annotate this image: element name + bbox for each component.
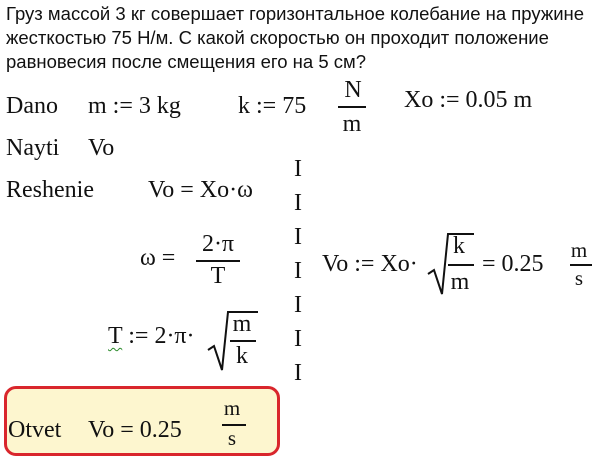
separator-mark: I	[294, 326, 302, 352]
answer-unit-numerator: m	[223, 396, 241, 420]
k-unit-fraction-line	[338, 106, 366, 108]
reshenie-label: Reshenie	[6, 177, 94, 203]
vo-calc-unit-denominator: s	[574, 266, 584, 290]
dano-label: Dano	[6, 93, 58, 119]
answer-unit-denominator: s	[227, 426, 237, 450]
vo-calc-unit-numerator: m	[570, 238, 588, 262]
vo-calc-radicand-line	[448, 264, 474, 266]
vo-calc-radicand-numerator: k	[453, 233, 465, 259]
period-radicand-numerator: m	[232, 311, 252, 337]
period-rest: := 2·π·	[128, 323, 195, 349]
dano-mass: m := 3 kg	[88, 93, 181, 119]
k-unit-denominator: m	[342, 111, 362, 137]
nayti-label: Nayti	[6, 135, 60, 161]
period-radicand-denominator: k	[236, 343, 248, 369]
velocity-formula: Vo = Xo·ω	[148, 177, 253, 203]
k-unit-numerator: N	[344, 77, 362, 103]
answer-label: Otvet	[8, 417, 62, 443]
answer-formula: Vo = 0.25	[88, 417, 182, 443]
problem-line-2: жесткостью 75 Н/м. С какой скоростью он проходит положение	[6, 27, 549, 48]
vo-calc-result: = 0.25	[482, 251, 544, 277]
separator-mark: I	[294, 360, 302, 386]
separator-mark: I	[294, 292, 302, 318]
nayti-value: Vo	[88, 135, 115, 161]
dano-displacement: Xo := 0.05 m	[404, 87, 533, 113]
omega-lhs: ω =	[140, 245, 176, 271]
separator-column	[294, 152, 302, 390]
period-formula	[108, 322, 195, 350]
problem-line-3: равновесия после смещения его на 5 см?	[6, 51, 367, 72]
problem-statement	[6, 2, 596, 74]
problem-line-1: Груз массой 3 кг совершает горизонтальное колебание на пружине	[6, 3, 585, 24]
vo-calc-radicand-denominator: m	[450, 269, 470, 295]
omega-denominator: T	[210, 263, 226, 289]
period-var: T	[108, 323, 123, 349]
separator-mark: I	[294, 224, 302, 250]
vo-calc-lhs: Vo := Xo·	[322, 251, 418, 277]
dano-stiffness: k := 75	[238, 93, 307, 119]
omega-numerator: 2·π	[201, 231, 235, 257]
separator-mark: I	[294, 258, 302, 284]
separator-mark: I	[294, 156, 302, 182]
separator-mark: I	[294, 190, 302, 216]
